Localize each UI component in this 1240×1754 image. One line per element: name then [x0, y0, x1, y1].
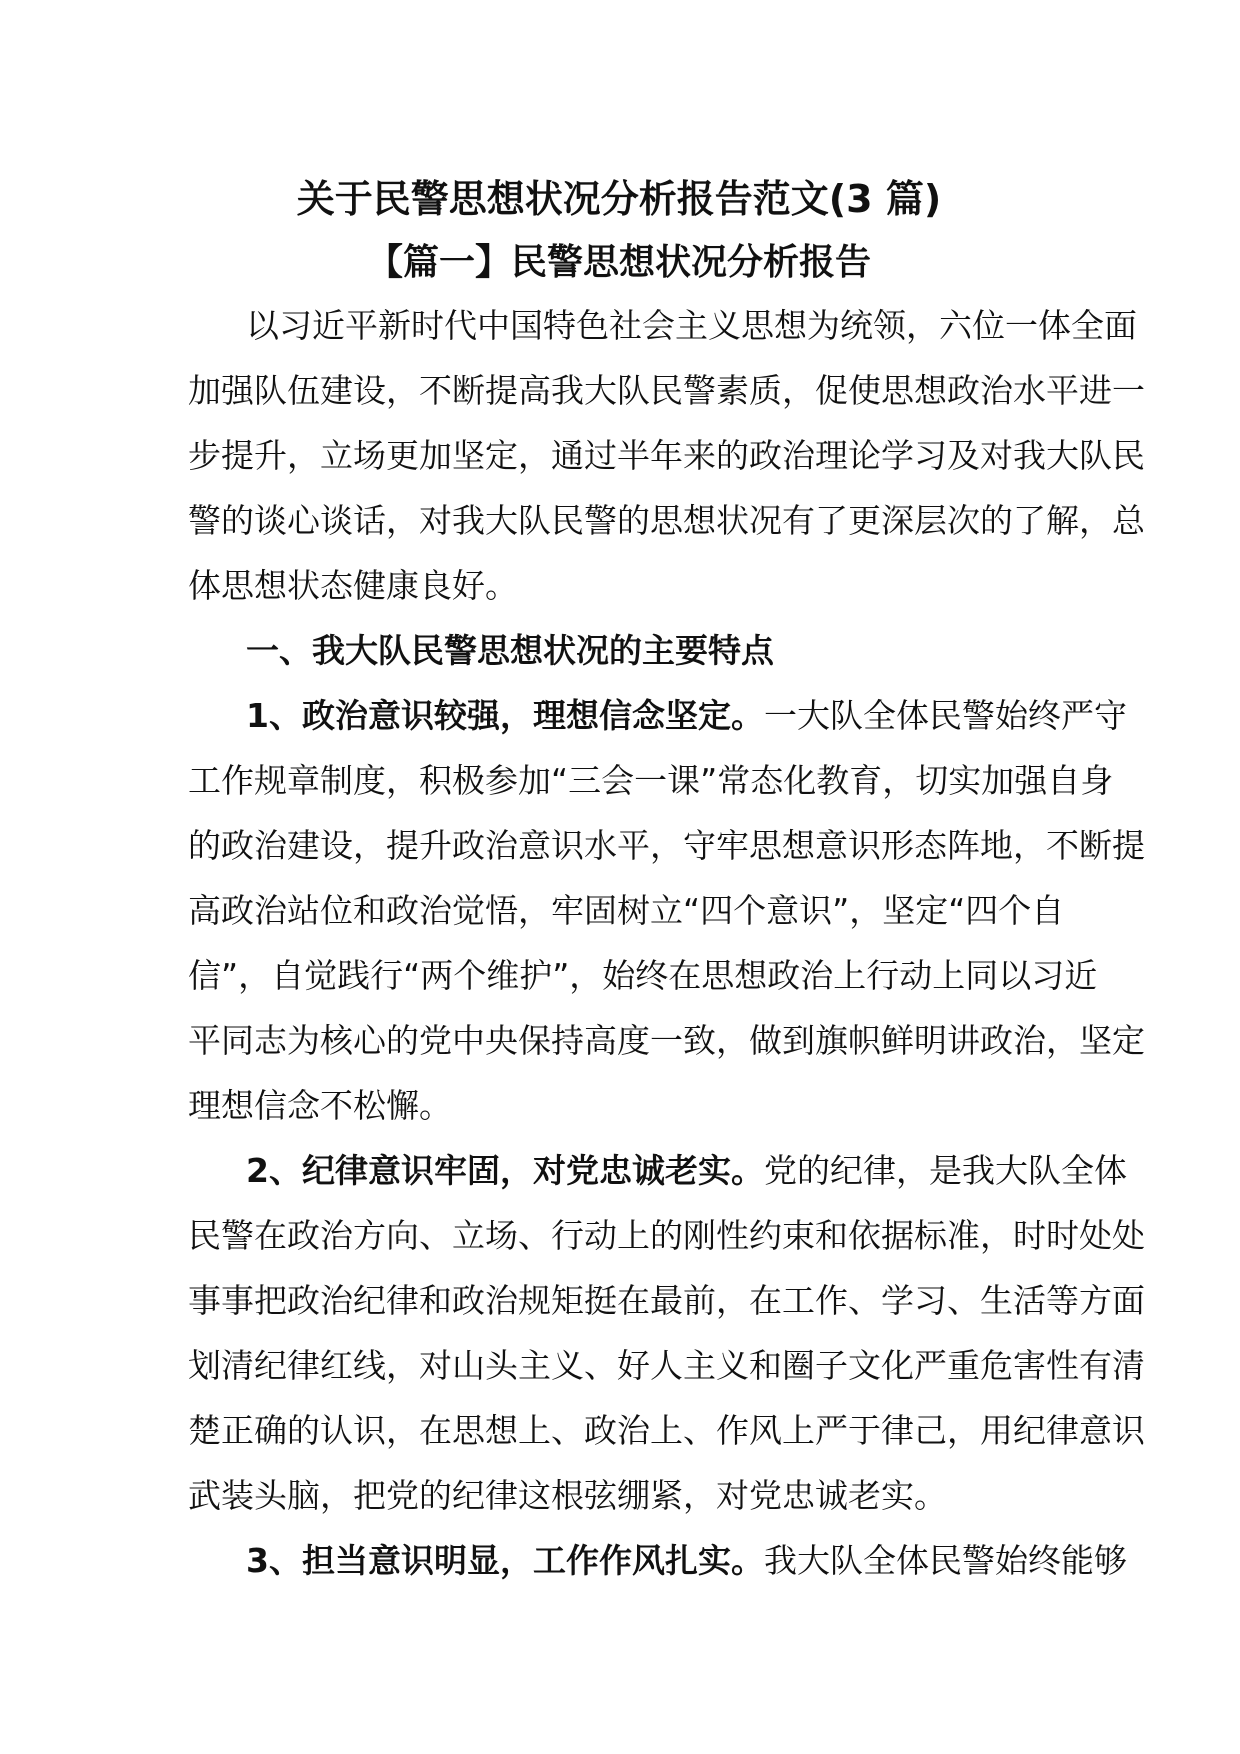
document-page: [188, 167, 1145, 1593]
point-3-paragraph: [188, 1528, 1127, 1593]
text-line: 民警在政治方向、立场、行动上的刚性约束和依据标准，时时处处: [188, 1216, 1145, 1255]
text-line: 工作规章制度，积极参加“三会一课”常态化教育，切实加强自身: [188, 761, 1114, 800]
point-1-paragraph: [188, 683, 1145, 1138]
text-line: 警的谈心谈话，对我大队民警的思想状况有了更深层次的了解，总: [188, 501, 1145, 540]
point-text: 我大队全体民警始终能够: [763, 1541, 1127, 1580]
text-line: [188, 683, 1127, 748]
text-line: 武装头脑，把党的纪律这根弦绷紧，对党忠诚老实。: [188, 1476, 947, 1515]
intro-paragraph: [188, 293, 1145, 618]
text-line: 信”，自觉践行“两个维护”，始终在思想政治上行动上同以习近: [188, 956, 1098, 995]
document-title: 关于民警思想状况分析报告范文(3 篇): [296, 177, 942, 221]
text-line: 划清纪律红线，对山头主义、好人主义和圈子文化严重危害性有清: [188, 1346, 1145, 1385]
text-line: 以习近平新时代中国特色社会主义思想为统领，六位一体全面: [246, 306, 1137, 345]
point-text: 党的纪律，是我大队全体: [763, 1151, 1127, 1190]
point-text: 一大队全体民警始终严守: [763, 696, 1127, 735]
text-line: 步提升，立场更加坚定，通过半年来的政治理论学习及对我大队民: [188, 436, 1145, 475]
text-line: 体思想状态健康良好。: [188, 566, 518, 605]
text-line: 楚正确的认识，在思想上、政治上、作风上严于律己，用纪律意识: [188, 1411, 1145, 1450]
text-line: 理想信念不松懈。: [188, 1086, 452, 1125]
text-line: 平同志为核心的党中央保持高度一致，做到旗帜鲜明讲政治，坚定: [188, 1021, 1145, 1060]
point-lead: 2、纪律意识牢固，对党忠诚老实。: [246, 1151, 764, 1190]
point-lead: 1、政治意识较强，理想信念坚定。: [246, 696, 764, 735]
text-line: 事事把政治纪律和政治规矩挺在最前，在工作、学习、生活等方面: [188, 1281, 1145, 1320]
text-line: 加强队伍建设，不断提高我大队民警素质，促使思想政治水平进一: [188, 371, 1145, 410]
point-2-paragraph: [188, 1138, 1145, 1528]
text-line: 高政治站位和政治觉悟，牢固树立“四个意识”，坚定“四个自: [188, 891, 1065, 930]
text-line: [188, 1138, 1127, 1203]
point-lead: 3、担当意识明显，工作作风扎实。: [246, 1541, 764, 1580]
document-subtitle: 【篇一】民警思想状况分析报告: [366, 242, 871, 283]
text-line: 的政治建设，提升政治意识水平，守牢思想意识形态阵地，不断提: [188, 826, 1145, 865]
section-heading: 一、我大队民警思想状况的主要特点: [246, 631, 774, 670]
text-line: [188, 1528, 1127, 1593]
